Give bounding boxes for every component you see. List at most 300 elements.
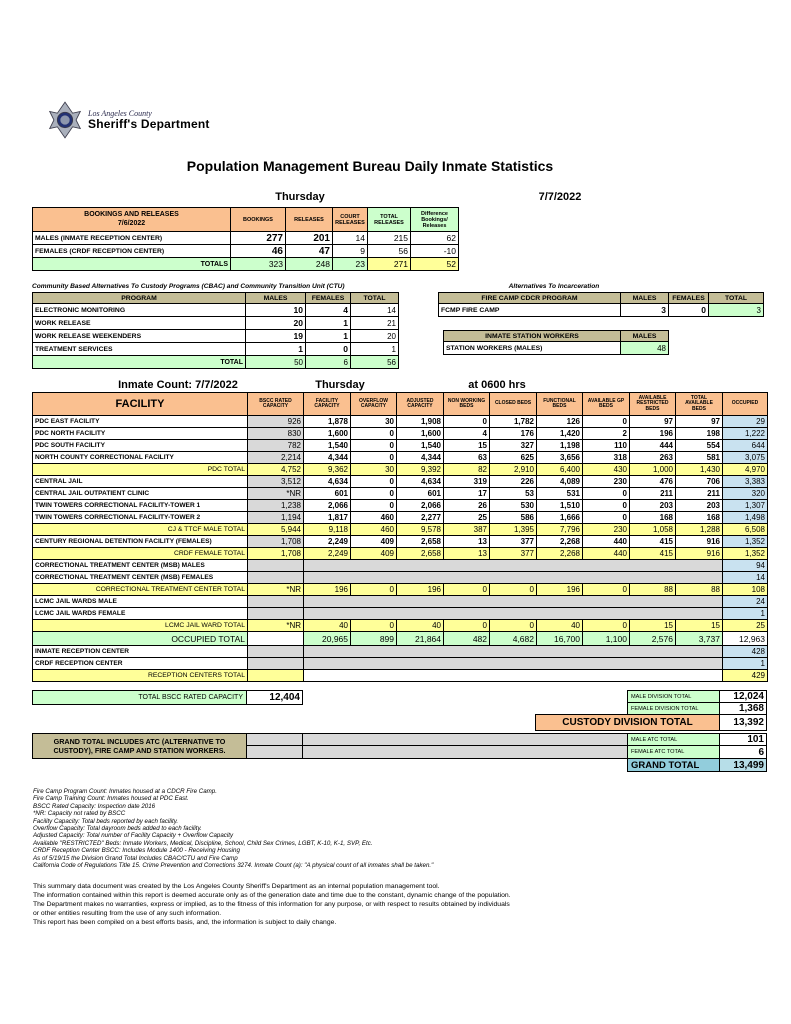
total-value: 1 <box>351 343 399 356</box>
facility-column-header: ADJUSTED CAPACITY <box>397 393 444 416</box>
totals-value: 323 <box>231 258 286 271</box>
spacer-cell <box>248 572 304 584</box>
value-cell: 9 <box>333 245 368 258</box>
facility-name: TWIN TOWERS CORRECTIONAL FACILITY-TOWER 1 <box>33 500 248 512</box>
value-cell: 1,878 <box>304 416 351 428</box>
value-cell: 706 <box>676 476 723 488</box>
facility-column-header: FACILITY CAPACITY <box>304 393 351 416</box>
totals-value: 271 <box>368 258 411 271</box>
disclaimer-line: This summary data document was created by the Los Angeles County Sheriff's Department as an internal population management tool. <box>33 883 440 890</box>
column-header-males: MALES <box>621 331 669 342</box>
spacer-cell <box>304 596 723 608</box>
total-value: 9,392 <box>397 464 444 476</box>
bookings-releases-table <box>32 207 459 271</box>
disclaimer-line: This report has been compiled on a best efforts basis, and, the information is subject to daily change. <box>33 919 337 926</box>
total-value: 0 <box>490 620 537 632</box>
total-value: 3 <box>709 304 764 317</box>
value-cell: 625 <box>490 452 537 464</box>
value-cell: 0 <box>583 416 630 428</box>
column-header-males: MALES <box>621 293 669 304</box>
value-cell: 3,383 <box>723 476 768 488</box>
total-value: 0 <box>490 584 537 596</box>
value-cell: 409 <box>351 536 397 548</box>
facility-row <box>33 428 768 440</box>
total-value: 9,118 <box>304 524 351 536</box>
total-value: *NR <box>248 620 304 632</box>
bookings-totals-row <box>33 258 459 271</box>
cbac-row <box>33 343 399 356</box>
total-value: 916 <box>676 548 723 560</box>
column-header-total: TOTAL <box>351 293 399 304</box>
cbac-row <box>33 330 399 343</box>
total-value: 1,708 <box>248 548 304 560</box>
column-header-males: MALES <box>246 293 306 304</box>
footnote-line: Overflow Capacity: Total dayroom beds added to each facility. <box>33 825 202 833</box>
totals-label: TOTALS <box>33 258 231 271</box>
total-label: OCCUPIED TOTAL <box>33 632 248 646</box>
value-cell: 4,634 <box>397 476 444 488</box>
facility-name: LCMC JAIL WARDS MALE <box>33 596 248 608</box>
total-value: 88 <box>676 584 723 596</box>
footnote-line: California Code of Regulations Title 15. Crime Prevention and Corrections 3274. Inmate Count (a): "A physical count of all inmates shall be taken." <box>33 862 434 870</box>
value-cell: 644 <box>723 440 768 452</box>
total-value: 15 <box>676 620 723 632</box>
facility-column-header: CLOSED BEDS <box>490 393 537 416</box>
occupied-value: 429 <box>723 670 768 682</box>
value-cell: 201 <box>286 232 333 245</box>
females-value: 1 <box>306 330 351 343</box>
total-bscc-label: TOTAL BSCC RATED CAPACITY <box>32 690 247 705</box>
spacer-cell <box>304 572 723 584</box>
value-cell: -10 <box>411 245 459 258</box>
inmate-count-label: Inmate Count: 7/7/2022 <box>118 379 238 391</box>
value-cell: 215 <box>368 232 411 245</box>
spacer-cell <box>304 670 723 682</box>
facility-total-row <box>33 524 768 536</box>
value-cell: 26 <box>444 500 490 512</box>
grand-total-spacer-cell <box>246 745 303 759</box>
value-cell: 53 <box>490 488 537 500</box>
count-time-label: at 0600 hrs <box>468 379 526 391</box>
total-value: 21,864 <box>397 632 444 646</box>
facility-name: CORRECTIONAL TREATMENT CENTER (MSB) MALES <box>33 560 248 572</box>
value-cell: 0 <box>583 500 630 512</box>
station-workers-row <box>444 342 669 355</box>
facility-row <box>33 452 768 464</box>
males-value: 3 <box>621 304 669 317</box>
total-value: 3,737 <box>676 632 723 646</box>
row-label: WORK RELEASE <box>33 317 246 330</box>
total-value: 5,944 <box>248 524 304 536</box>
page-title: Population Management Bureau Daily Inmate Statistics <box>186 158 554 174</box>
facility-name: PDC NORTH FACILITY <box>33 428 248 440</box>
total-value: 6,400 <box>537 464 583 476</box>
total-value: 1,288 <box>676 524 723 536</box>
facility-column-header: AVAILABLE RESTRICTED BEDS <box>630 393 676 416</box>
agency-department-text: Sheriff's Department <box>88 117 210 131</box>
value-cell: 2,066 <box>397 500 444 512</box>
row-label: TREATMENT SERVICES <box>33 343 246 356</box>
value-cell: 1,817 <box>304 512 351 524</box>
value-cell: 1,708 <box>248 536 304 548</box>
value-cell: 203 <box>676 500 723 512</box>
cbac-section-title: Community Based Alternatives To Custody Programs (CBAC) and Community Transition Unit (CTU) <box>32 283 345 290</box>
value-cell: 97 <box>630 416 676 428</box>
value-cell: 1,510 <box>537 500 583 512</box>
value-cell: 25 <box>444 512 490 524</box>
value-cell: 782 <box>248 440 304 452</box>
male-division-total-label: MALE DIVISION TOTAL <box>627 690 720 703</box>
total-value: 6,508 <box>723 524 768 536</box>
facility-name: TWIN TOWERS CORRECTIONAL FACILITY-TOWER 2 <box>33 512 248 524</box>
spacer-cell <box>248 646 304 658</box>
value-cell: 1,666 <box>537 512 583 524</box>
value-cell: 327 <box>490 440 537 452</box>
total-value: 1,395 <box>490 524 537 536</box>
value-cell: 29 <box>723 416 768 428</box>
facility-total-row <box>33 620 768 632</box>
value-cell: 1,420 <box>537 428 583 440</box>
value-cell: 63 <box>444 452 490 464</box>
female-division-total-value: 1,368 <box>719 702 767 715</box>
value-cell: 4,634 <box>304 476 351 488</box>
facility-column-header: AVAILABLE GP BEDS <box>583 393 630 416</box>
value-cell: 1,238 <box>248 500 304 512</box>
row-label: ELECTRONIC MONITORING <box>33 304 246 317</box>
total-value: 230 <box>583 524 630 536</box>
totals-value: 248 <box>286 258 333 271</box>
row-label: MALES (INMATE RECEPTION CENTER) <box>33 232 231 245</box>
value-cell: 320 <box>723 488 768 500</box>
bookings-header-row <box>33 208 459 232</box>
facility-name: INMATE RECEPTION CENTER <box>33 646 248 658</box>
custody-division-total-value: 13,392 <box>719 714 767 731</box>
footnote-line: Fire Camp Training Count: Inmates housed at PDC East. <box>33 795 189 803</box>
value-cell: 531 <box>537 488 583 500</box>
value-cell: 586 <box>490 512 537 524</box>
fire-camp-row <box>439 304 764 317</box>
total-value: 30 <box>351 464 397 476</box>
value-cell: 0 <box>583 512 630 524</box>
total-value: 387 <box>444 524 490 536</box>
value-cell: 601 <box>304 488 351 500</box>
occupied-value: 1 <box>723 608 768 620</box>
total-value: 1,058 <box>630 524 676 536</box>
grand-total-label: GRAND TOTAL <box>627 758 720 772</box>
total-label: CORRECTIONAL TREATMENT CENTER TOTAL <box>33 584 248 596</box>
facility-detail-row <box>33 596 768 608</box>
value-cell: 440 <box>583 536 630 548</box>
facility-row <box>33 476 768 488</box>
facility-column-header: BSCC RATED CAPACITY <box>248 393 304 416</box>
total-value: 899 <box>351 632 397 646</box>
total-label: LCMC JAIL WARD TOTAL <box>33 620 248 632</box>
value-cell: 168 <box>676 512 723 524</box>
total-value: 460 <box>351 524 397 536</box>
facility-header-row <box>33 393 768 416</box>
value-cell: 196 <box>630 428 676 440</box>
value-cell: *NR <box>248 488 304 500</box>
total-value: 0 <box>444 620 490 632</box>
value-cell: 46 <box>231 245 286 258</box>
male-division-total-value: 12,024 <box>719 690 767 703</box>
cbac-header-row <box>33 293 399 304</box>
totals-value: 6 <box>306 356 351 369</box>
total-value: 409 <box>351 548 397 560</box>
grand-total-value: 13,499 <box>719 758 767 772</box>
occupied-value: 1 <box>723 658 768 670</box>
agency-county-text: Los Angeles County <box>88 109 152 118</box>
value-cell: 1,352 <box>723 536 768 548</box>
females-value: 0 <box>669 304 709 317</box>
value-cell: 211 <box>630 488 676 500</box>
column-header-females: FEMALES <box>306 293 351 304</box>
footnote-line: Available "RESTRICTED" Beds: Inmate Workers, Medical, Discipline, School, Child Sex Crimes, LGBT, K-10, K-1, SVP, Etc. <box>33 839 373 847</box>
spacer-cell <box>304 560 723 572</box>
column-header-program: PROGRAM <box>33 293 246 304</box>
total-value: 88 <box>630 584 676 596</box>
footnote-line: *NR: Capacity not rated by BSCC <box>33 810 126 818</box>
value-cell: 226 <box>490 476 537 488</box>
facility-detail-row <box>33 560 768 572</box>
disclaimer-line: The information contained within this report is deemed accurate only as of the generation date and time due to the constant, dynamic change of the population. <box>33 892 511 899</box>
value-cell: 277 <box>231 232 286 245</box>
males-value: 19 <box>246 330 306 343</box>
occupied-value: 428 <box>723 646 768 658</box>
total-value: 2,576 <box>630 632 676 646</box>
cbac-row <box>33 304 399 317</box>
totals-value: 23 <box>333 258 368 271</box>
total-value: 4,752 <box>248 464 304 476</box>
total-value: 0 <box>351 584 397 596</box>
value-cell: 168 <box>630 512 676 524</box>
value-cell: 1,222 <box>723 428 768 440</box>
value-cell: 211 <box>676 488 723 500</box>
facility-column-header: OVERFLOW CAPACITY <box>351 393 397 416</box>
facility-total-row <box>33 584 768 596</box>
bookings-row <box>33 232 459 245</box>
total-value: 40 <box>537 620 583 632</box>
value-cell: 2,268 <box>537 536 583 548</box>
male-atc-total-label: MALE ATC TOTAL <box>627 733 720 746</box>
value-cell: 444 <box>630 440 676 452</box>
total-value: 12,963 <box>723 632 768 646</box>
total-value: 0 <box>444 584 490 596</box>
female-atc-total-value: 6 <box>719 745 767 759</box>
value-cell: 530 <box>490 500 537 512</box>
facility-detail-row <box>33 658 768 670</box>
facility-row <box>33 512 768 524</box>
total-value: 16,700 <box>537 632 583 646</box>
facility-column-header: NON WORKING BEDS <box>444 393 490 416</box>
facility-column-header: FUNCTIONAL BEDS <box>537 393 583 416</box>
occupied-value: 14 <box>723 572 768 584</box>
facility-name: CORRECTIONAL TREATMENT CENTER (MSB) FEMALES <box>33 572 248 584</box>
total-value: 21 <box>351 317 399 330</box>
value-cell: 3,512 <box>248 476 304 488</box>
footnote-line: Facility Capacity: Total beds reported by each facility. <box>33 817 179 825</box>
disclaimer-line: or other entities resulting from the use of any such information. <box>33 910 222 917</box>
facility-column-header: FACILITY <box>33 393 248 416</box>
total-label: PDC TOTAL <box>33 464 248 476</box>
occupied-total-row <box>33 632 768 646</box>
value-cell: 4,344 <box>304 452 351 464</box>
total-value: 4,970 <box>723 464 768 476</box>
total-value: 7,796 <box>537 524 583 536</box>
total-value: 13 <box>444 548 490 560</box>
footnote-line: BSCC Rated Capacity: Inspection date 2016 <box>33 802 156 810</box>
total-value: 40 <box>397 620 444 632</box>
footnote-line: As of 5/19/15 the Division Grand Total Includes CBAC/CTU and Fire Camp <box>33 854 238 862</box>
total-value: *NR <box>248 584 304 596</box>
sheriff-logo <box>48 100 210 140</box>
fire-camp-table <box>438 292 764 317</box>
totals-value: 50 <box>246 356 306 369</box>
total-value: 4,682 <box>490 632 537 646</box>
total-value: 25 <box>723 620 768 632</box>
totals-label: TOTAL <box>33 356 246 369</box>
disclaimer <box>33 882 511 927</box>
value-cell: 0 <box>351 452 397 464</box>
disclaimer-line: The Department makes no warranties, express or implied, as to the fitness of this information for any purpose, or with respect to results obtained by individuals <box>33 901 510 908</box>
value-cell: 97 <box>676 416 723 428</box>
value-cell: 1,198 <box>537 440 583 452</box>
total-value: 2,249 <box>304 548 351 560</box>
value-cell: 3,075 <box>723 452 768 464</box>
total-label: RECEPTION CENTERS TOTAL <box>33 670 248 682</box>
value-cell: 1,540 <box>304 440 351 452</box>
value-cell: 3,656 <box>537 452 583 464</box>
females-value: 1 <box>306 317 351 330</box>
station-workers-table <box>443 330 669 355</box>
total-value: 415 <box>630 548 676 560</box>
total-value: 377 <box>490 548 537 560</box>
total-value: 108 <box>723 584 768 596</box>
value-cell: 554 <box>676 440 723 452</box>
males-value: 10 <box>246 304 306 317</box>
total-value: 2,910 <box>490 464 537 476</box>
row-label: FEMALES (CRDF RECEPTION CENTER) <box>33 245 231 258</box>
fire-camp-table-title: FIRE CAMP CDCR PROGRAM <box>439 293 621 304</box>
totals-value: 52 <box>411 258 459 271</box>
value-cell: 126 <box>537 416 583 428</box>
value-cell: 56 <box>368 245 411 258</box>
value-cell: 62 <box>411 232 459 245</box>
value-cell: 319 <box>444 476 490 488</box>
male-atc-total-value: 101 <box>719 733 767 746</box>
column-header-difference: Difference Bookings/ Releases <box>411 208 459 232</box>
total-value: 14 <box>351 304 399 317</box>
males-value: 20 <box>246 317 306 330</box>
facility-name: CENTURY REGIONAL DETENTION FACILITY (FEMALES) <box>33 536 248 548</box>
value-cell: 0 <box>351 428 397 440</box>
value-cell: 110 <box>583 440 630 452</box>
total-value: 2,658 <box>397 548 444 560</box>
value-cell: 415 <box>630 536 676 548</box>
value-cell: 0 <box>351 500 397 512</box>
total-value: 1,100 <box>583 632 630 646</box>
value-cell: 30 <box>351 416 397 428</box>
value-cell: 176 <box>490 428 537 440</box>
spacer-cell <box>304 658 723 670</box>
value-cell: 1,600 <box>397 428 444 440</box>
totals-value: 56 <box>351 356 399 369</box>
total-value: 9,578 <box>397 524 444 536</box>
value-cell: 0 <box>351 440 397 452</box>
female-atc-total-label: FEMALE ATC TOTAL <box>627 745 720 759</box>
facility-weekday-header: Thursday <box>315 379 365 391</box>
spacer-cell <box>248 608 304 620</box>
total-value: 196 <box>537 584 583 596</box>
total-value: 2,268 <box>537 548 583 560</box>
total-value: 0 <box>351 620 397 632</box>
bookings-row <box>33 245 459 258</box>
fire-camp-header-row <box>439 293 764 304</box>
weekday-header: Thursday <box>275 191 325 203</box>
total-value <box>248 632 304 646</box>
grand-total-note: GRAND TOTAL INCLUDES ATC (ALTERNATIVE TO CUSTODY), FIRE CAMP AND STATION WORKERS. <box>32 733 247 759</box>
custody-division-total-label: CUSTODY DIVISION TOTAL <box>535 714 720 731</box>
facility-table <box>32 392 768 682</box>
column-header-females: FEMALES <box>669 293 709 304</box>
value-cell: 2,658 <box>397 536 444 548</box>
spacer-cell <box>304 646 723 658</box>
column-header-court-releases: COURT RELEASES <box>333 208 368 232</box>
date-header: 7/7/2022 <box>538 191 582 203</box>
total-value: 9,362 <box>304 464 351 476</box>
value-cell: 2,249 <box>304 536 351 548</box>
row-label: FCMP FIRE CAMP <box>439 304 621 317</box>
value-cell: 14 <box>333 232 368 245</box>
value-cell: 15 <box>444 440 490 452</box>
sheriff-star-badge-icon <box>48 100 82 140</box>
value-cell: 926 <box>248 416 304 428</box>
cbac-table <box>32 292 399 369</box>
total-bscc-value: 12,404 <box>246 690 303 705</box>
value-cell: 0 <box>444 416 490 428</box>
facility-column-header: OCCUPIED <box>723 393 768 416</box>
station-workers-table-title: INMATE STATION WORKERS <box>444 331 621 342</box>
facility-total-row <box>33 464 768 476</box>
value-cell: 2,277 <box>397 512 444 524</box>
alternatives-section-title: Alternatives To Incarceration <box>508 283 600 290</box>
facility-detail-row <box>33 646 768 658</box>
value-cell: 1,194 <box>248 512 304 524</box>
footnotes <box>33 788 433 869</box>
value-cell: 0 <box>583 488 630 500</box>
grand-total-spacer-cell <box>302 745 628 759</box>
footnote-line: Adjusted Capacity: Total number of Facility Capacity + Overflow Capacity <box>33 832 234 840</box>
value-cell: 1,908 <box>397 416 444 428</box>
total-value: 15 <box>630 620 676 632</box>
facility-name: CRDF RECEPTION CENTER <box>33 658 248 670</box>
row-label: STATION WORKERS (MALES) <box>444 342 621 355</box>
value-cell: 377 <box>490 536 537 548</box>
value-cell: 230 <box>583 476 630 488</box>
facility-total-row <box>33 548 768 560</box>
males-value: 48 <box>621 342 669 355</box>
occupied-value: 24 <box>723 596 768 608</box>
facility-detail-row <box>33 572 768 584</box>
spacer-cell <box>304 608 723 620</box>
value-cell: 460 <box>351 512 397 524</box>
facility-name: PDC SOUTH FACILITY <box>33 440 248 452</box>
males-value: 1 <box>246 343 306 356</box>
value-cell: 0 <box>351 476 397 488</box>
total-value: 1,430 <box>676 464 723 476</box>
value-cell: 13 <box>444 536 490 548</box>
bookings-table-title: BOOKINGS AND RELEASES 7/6/2022 <box>33 208 231 232</box>
